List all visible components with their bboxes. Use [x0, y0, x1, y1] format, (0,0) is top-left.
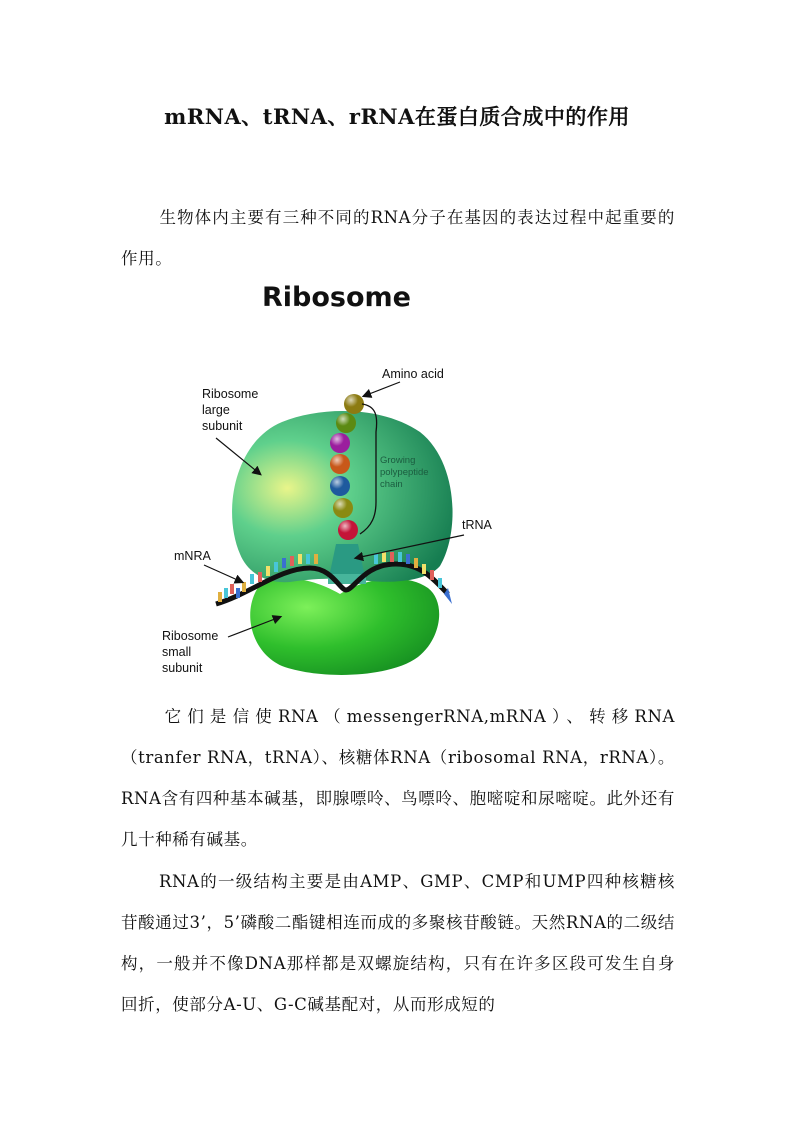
label-chain-2: polypeptide: [380, 467, 429, 478]
label-amino-acid: Amino acid: [382, 367, 444, 381]
label-chain-3: chain: [380, 479, 403, 490]
document-title: mRNA、tRNA、rRNA在蛋白质合成中的作用: [164, 104, 630, 129]
label-small-1: Ribosome: [162, 629, 219, 643]
label-trna: tRNA: [462, 518, 492, 532]
paragraph-intro-text: 生物体内主要有三种不同的RNA分子在基因的表达过程中起重要的作用。: [121, 208, 675, 268]
paragraph-rna-structure-text: RNA的一级结构主要是由AMP、GMP、CMP和UMP四种核糖核苷酸通过3’，5’磷酸二酯键相连而成的多聚核苷酸链。天然RNA的二级结构，一般并不像DNA那样都是双螺旋结构，只有在许多区段可发生自身回折，使部分A-U、G-C碱基配对，从而形成短的: [121, 872, 675, 1014]
small-subunit: [250, 578, 439, 675]
label-chain-1: Growing: [380, 455, 416, 466]
ribosome-figure: [150, 282, 492, 682]
label-large-1: Ribosome: [202, 387, 259, 401]
paragraph-intro: [121, 197, 675, 279]
label-small-3: subunit: [162, 661, 203, 675]
label-large-2: large: [202, 403, 230, 417]
paragraph-rna-structure: [121, 861, 675, 1025]
ribosome-diagram: [150, 282, 492, 682]
paragraph-rna-types-text: 它们是信使RNA（messengerRNA,mRNA）、转移RNA（tranfer RNA，tRNA）、核糖体RNA（ribosomal RNA，rRNA）。RNA含有四种基本碱基，即腺嘌呤、鸟嘌呤、胞嘧啶和尿嘧啶。此外还有几十种稀有碱基。: [121, 707, 675, 849]
label-large-3: subunit: [202, 419, 243, 433]
paragraph-rna-types: [121, 696, 675, 860]
label-mrna: mNRA: [174, 549, 211, 563]
figure-title: Ribosome: [262, 282, 411, 313]
label-small-2: small: [162, 645, 192, 659]
